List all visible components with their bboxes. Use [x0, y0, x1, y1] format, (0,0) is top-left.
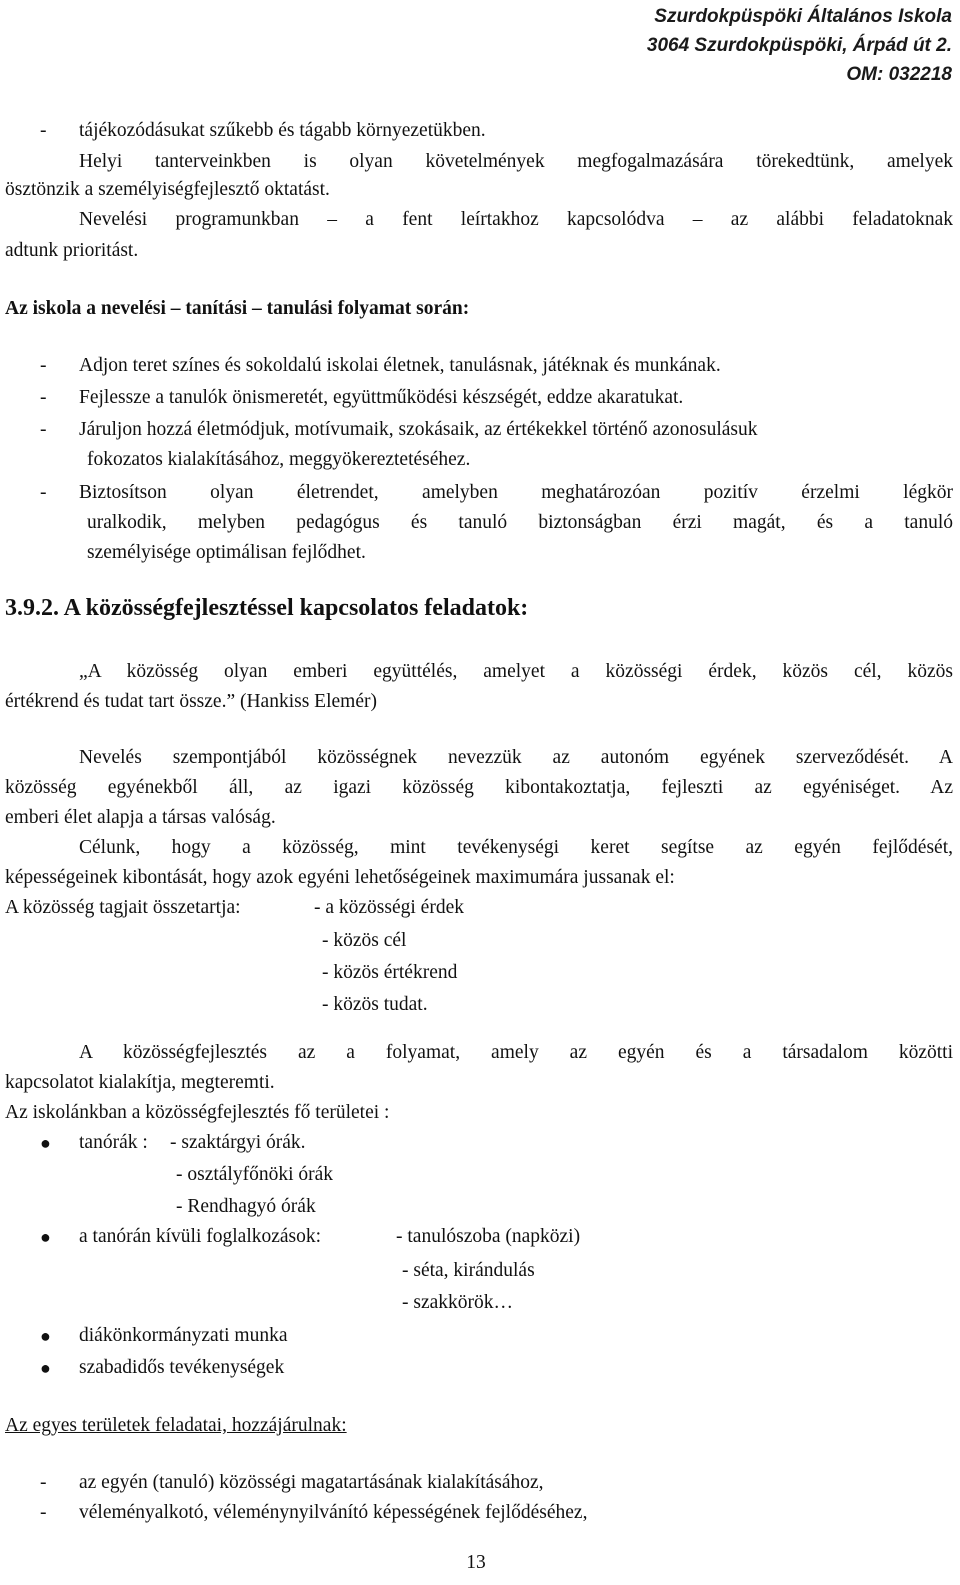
bullet-icon [40, 1320, 51, 1352]
list-item: Fejlessze a tanulók önismeretét, együttműködési készségét, eddze akaratukat. [79, 387, 684, 408]
paragraph-line: közösség egyénekből áll, az igazi közösség kibontakoztatja, fejleszti az egyéniséget. Az [5, 777, 953, 798]
paragraph-line: képességeinek kibontását, hogy azok egyéni lehetőségeinek maximumára jussanak el: [5, 867, 675, 888]
list-item: - közös értékrend [322, 962, 458, 983]
bullet-icon [40, 1352, 51, 1384]
list-item: Biztosítson olyan életrendet, amelyben meghatározóan pozitív érzelmi légkör [79, 482, 953, 503]
list-item-label: a tanórán kívüli foglalkozások: [79, 1226, 322, 1247]
list-item: Adjon teret színes és sokoldalú iskolai életnek, tanulásnak, játéknak és munkának. [79, 355, 721, 376]
dash-marker: - [40, 1502, 47, 1523]
dash-marker: - [40, 387, 47, 408]
process-title: Az iskola a nevelési – tanítási – tanulási folyamat során: [5, 298, 470, 319]
dash-marker: - [40, 419, 47, 440]
dash-marker: - [40, 1472, 47, 1493]
header-om: OM: 032218 [846, 64, 952, 85]
list-subitem: - Rendhagyó órák [176, 1196, 316, 1217]
paragraph-line: Helyi tanterveinkben is olyan követelmények megfogalmazására törekedtünk, amelyek [79, 151, 953, 172]
areas-intro: Az iskolánkban a közösségfejlesztés fő területei : [5, 1102, 390, 1123]
list-item-label: tanórák : [79, 1132, 148, 1153]
paragraph-line: ösztönzik a személyiségfejlesztő oktatást. [5, 179, 330, 200]
bullet-icon [40, 1127, 51, 1159]
header-address: 3064 Szurdokpüspöki, Árpád út 2. [646, 35, 952, 56]
bullet-icon [40, 1221, 51, 1253]
list-item: az egyén (tanuló) közösségi magatartásának kialakításához, [79, 1472, 544, 1493]
list-subitem: - tanulószoba (napközi) [396, 1226, 581, 1247]
list-item: - a közösségi érdek [314, 897, 464, 918]
dash-marker: - [40, 355, 47, 376]
list-item: - közös cél [322, 930, 407, 951]
list-item-continuation: személyisége optimálisan fejlődhet. [87, 542, 366, 563]
list-item-label: szabadidős tevékenységek [79, 1357, 285, 1378]
section-heading: 3.9.2. A közösségfejlesztéssel kapcsolatos feladatok: [5, 595, 529, 621]
list-subitem: - osztályfőnöki órák [176, 1164, 334, 1185]
list-item-continuation: fokozatos kialakításához, meggyökereztetéséhez. [87, 449, 471, 470]
page-number: 13 [466, 1552, 486, 1573]
dash-marker: - [40, 120, 47, 141]
list-subitem: - séta, kirándulás [402, 1260, 535, 1281]
paragraph-line: adtunk prioritást. [5, 240, 139, 261]
list-subitem: - szaktárgyi órák. [170, 1132, 306, 1153]
list-subitem: - szakkörök… [402, 1292, 514, 1313]
list-item: - közös tudat. [322, 994, 428, 1015]
dash-item-text: tájékozódásukat szűkebb és tágabb környezetükben. [79, 120, 486, 141]
list-item-continuation: uralkodik, melyben pedagógus és tanuló biztonságban érzi magát, és a tanuló [87, 512, 953, 533]
paragraph-line: A közösségfejlesztés az a folyamat, amely az egyén és a társadalom közötti [79, 1042, 953, 1063]
paragraph-line: emberi élet alapja a társas valóság. [5, 807, 276, 828]
list-item: Járuljon hozzá életmódjuk, motívumaik, szokásaik, az értékekkel történő azonosulásuk [79, 419, 758, 440]
tasks-heading: Az egyes területek feladatai, hozzájárulnak: [5, 1415, 347, 1436]
dash-marker: - [40, 482, 47, 503]
paragraph-line: Nevelés szempontjából közösségnek nevezzük az autonóm egyének szerveződését. A [79, 747, 953, 768]
list-item-label: diákönkormányzati munka [79, 1325, 288, 1346]
paragraph-line: Nevelési programunkban – a fent leírtakhoz kapcsolódva – az alábbi feladatoknak [79, 209, 953, 230]
quote-line: értékrend és tudat tart össze.” (Hankiss Elemér) [5, 691, 377, 712]
paragraph-line: kapcsolatot kialakítja, megteremti. [5, 1072, 275, 1093]
composition-label: A közösség tagjait összetartja: [5, 897, 241, 918]
header-school-name: Szurdokpüspöki Általános Iskola [654, 6, 952, 27]
paragraph-line: Célunk, hogy a közösség, mint tevékenységi keret segítse az egyén fejlődését, [79, 837, 953, 858]
quote-line: „A közösség olyan emberi együttélés, amelyet a közösségi érdek, közös cél, közös [79, 661, 953, 682]
list-item: véleményalkotó, véleménynyilvánító képességének fejlődéséhez, [79, 1502, 588, 1523]
